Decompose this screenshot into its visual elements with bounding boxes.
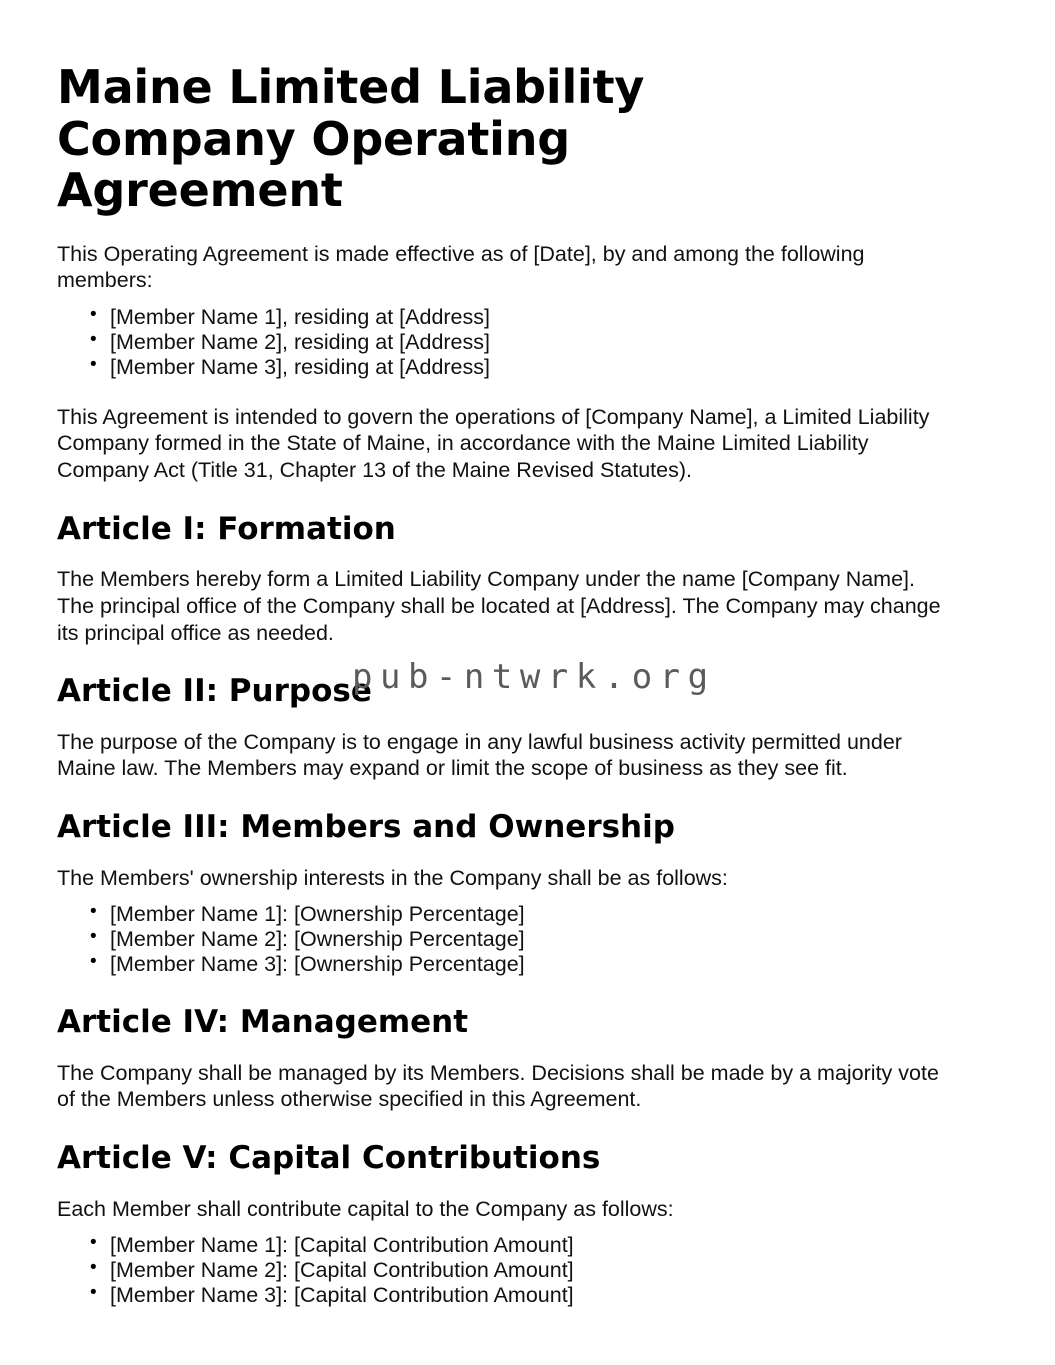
article-heading-i: Article I: Formation — [57, 510, 396, 547]
article-body-iv: The Company shall be managed by its Members. Decisions shall be made by a majority vote of the Members unless otherwise specified in this Agreement. — [57, 1060, 939, 1112]
article-body-ii: The purpose of the Company is to engage in any lawful business activity permitted under Maine law. The Members may expand or limit the scope of business as they see fit. — [57, 729, 902, 781]
article-heading-iii: Article III: Members and Ownership — [57, 809, 675, 846]
capital-contribution-list — [57, 1222, 945, 1308]
ownership-list — [57, 891, 945, 977]
watermark: pub-ntwrk.org — [352, 657, 716, 697]
intro-paragraph: This Operating Agreement is made effective as of [Date], by and among the following members: — [57, 241, 865, 293]
list-item: • [Member Name 3]: [Capital Contribution Amount] — [57, 1283, 945, 1308]
article-body-v: Each Member shall contribute capital to the Company as follows: — [57, 1196, 674, 1221]
list-item: • [Member Name 2], residing at [Address] — [57, 330, 945, 355]
article-body-i: The Members hereby form a Limited Liability Company under the name [Company Name]. The principal office of the Company shall be located at [Address]. The Company may change its principal office as needed. — [57, 567, 941, 645]
list-item: • [Member Name 1], residing at [Address] — [57, 305, 945, 330]
list-item: • [Member Name 1]: [Ownership Percentage] — [57, 902, 945, 927]
list-item: • [Member Name 2]: [Capital Contribution Amount] — [57, 1258, 945, 1283]
governing-law-paragraph: This Agreement is intended to govern the operations of [Company Name], a Limited Liability Company formed in the State of Maine, in accordance with the Maine Limited Liability Company Act (Title 31, Chapter 13 of the Maine Revised Statutes). — [57, 404, 930, 482]
page-title: Maine Limited Liability Company Operating Agreement — [57, 60, 645, 218]
article-heading-iv: Article IV: Management — [57, 1004, 469, 1041]
list-item: • [Member Name 3], residing at [Address] — [57, 355, 945, 380]
member-list — [57, 294, 945, 380]
list-item: • [Member Name 3]: [Ownership Percentage] — [57, 952, 945, 977]
article-body-iii: The Members' ownership interests in the Company shall be as follows: — [57, 865, 728, 890]
list-item: • [Member Name 2]: [Ownership Percentage] — [57, 927, 945, 952]
list-item: • [Member Name 1]: [Capital Contribution Amount] — [57, 1233, 945, 1258]
article-heading-v: Article V: Capital Contributions — [57, 1140, 601, 1177]
article-heading-ii: Article II: Purpose — [57, 673, 372, 710]
